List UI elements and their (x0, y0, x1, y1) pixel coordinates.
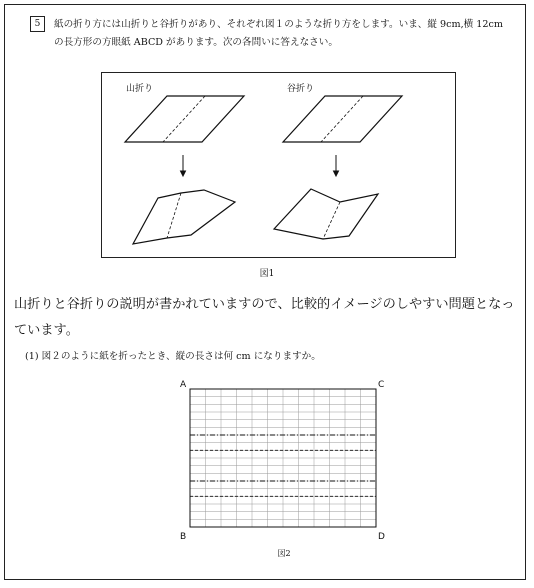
mountain-fold-label: 山折り (126, 84, 154, 94)
valley-arrow (334, 155, 339, 176)
corner-d-label: D (378, 532, 385, 542)
problem-text: 紙の折り方には山折りと谷折りがあり、それぞれ図１のような折り方をします。いま、縦 9cm,横 12cm の長方形の方眼紙 ABCD があります。次の各問いに答えなさい。 (54, 19, 503, 48)
figure-1 (101, 72, 456, 258)
question-1: (1) 図２のように紙を折ったとき、縦の長さは何 cm になりますか。 (25, 351, 321, 362)
valley-folded-sheet (274, 189, 378, 239)
mountain-folded-sheet (133, 190, 235, 244)
mountain-flat-sheet (125, 96, 244, 142)
figure-1-caption: 図1 (259, 269, 275, 279)
commentary-text: 山折りと谷折りの説明が書かれていますので、比較的イメージのしやすい問題となっています。 (14, 297, 515, 338)
figure-2 (175, 376, 390, 546)
corner-a-label: A (180, 380, 187, 390)
valley-flat-sheet (283, 96, 402, 142)
corner-b-label: B (180, 532, 187, 542)
valley-fold-label: 谷折り (287, 84, 315, 94)
corner-c-label: C (378, 380, 385, 390)
figure-2-caption: 図2 (277, 549, 291, 558)
mountain-arrow (181, 155, 186, 176)
graph-paper-grid (190, 389, 376, 527)
problem-number: 5 (30, 16, 45, 32)
